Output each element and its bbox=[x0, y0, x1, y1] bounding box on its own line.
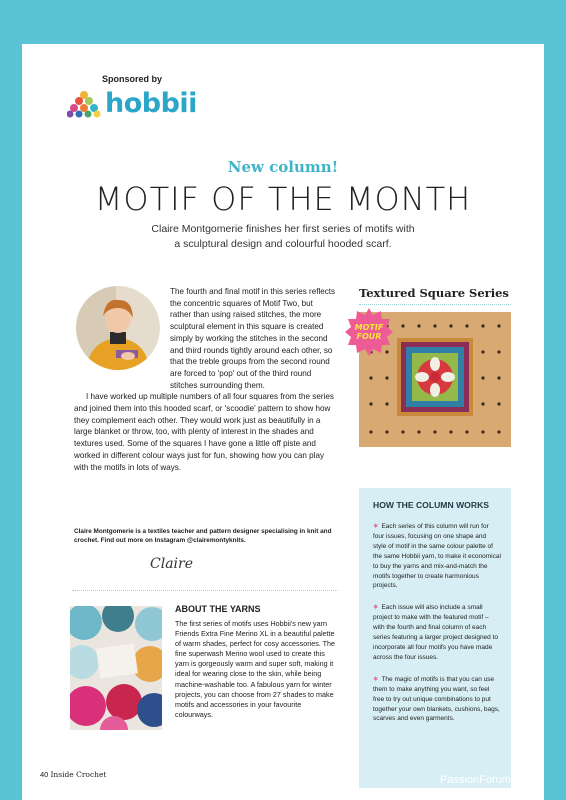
how-text bbox=[373, 522, 501, 736]
article-paragraph-2: I have worked up multiple numbers of all four squares from the series and joined them into this hooded scarf, or 'scoodie' pattern to show how they complement each other. They would work just as beautifully in a large blanket or throw, too, with plenty of interest in the shades and textures used. Some of the squares I have gone a little off piste and worked in different colour ways just for fun, showing how you can play with the motifs in lots of ways. bbox=[74, 392, 334, 472]
author-bio: Claire Montgomerie is a textiles teacher and pattern designer specialising in knit and crochet. Find out more on Instagram @clairemontyknits. bbox=[74, 528, 332, 544]
yarns-heading: ABOUT THE YARNS bbox=[175, 604, 261, 614]
page-title: MOTIF OF THE MONTH bbox=[94, 180, 472, 218]
yarns-text: The first series of motifs uses Hobbii's new yarn Friends Extra Fine Merino XL in a beautiful palette of warm shades, perfect for cosy accessories. The fine superwash Merino wool used to create this yarn is gorgeously warm and super soft, making it ideal for wearing close to the skin, while being machine-washable too. A fabulous yarn for winter projects, you can choose from 27 shades to make motifs and accessories in your favourite colourways. bbox=[175, 619, 336, 719]
magazine-name: Inside Crochet bbox=[50, 770, 107, 779]
page-folio bbox=[40, 770, 106, 779]
yarn-balls-icon bbox=[67, 90, 101, 118]
magazine-page bbox=[22, 44, 544, 800]
series-title: Textured Square Series bbox=[359, 286, 509, 300]
series-rule bbox=[359, 304, 511, 305]
article-body bbox=[74, 286, 336, 473]
watermark: PassionForum.ru bbox=[440, 774, 524, 786]
hobbii-logo bbox=[67, 88, 197, 119]
how-item-2: ✶ Each issue will also include a small project to make with the featured motif – with the fourth and final column of each series featuring a larger project designed to incorporate all four motifs you have made across the four issues. bbox=[373, 604, 499, 661]
motif-four-badge bbox=[344, 307, 394, 357]
how-title: HOW THE COLUMN WORKS bbox=[373, 500, 490, 510]
article-paragraph-1: The fourth and final motif in this series reflects the concentric squares of Motif Two, but rather than using raised stitches, the more sculptural element in this square is created simply by working the stitches in the second and third rounds tightly around each other, so that the treble groups from the second round are forced to 'pop' out of the third round stitches surrounding them. bbox=[170, 287, 336, 390]
star-icon: ✶ bbox=[373, 523, 379, 530]
standfirst-line-1: Claire Montgomerie finishes her first series of motifs with bbox=[151, 223, 415, 235]
page-number: 40 bbox=[40, 770, 49, 779]
how-item-1: ✶ Each series of this column will run for four issues, focusing on one shape and style of motif in the same colour palette of the same Hobbii yarn, to make it economical to buy the yarns and mix-and-match the motifs together to create harmonious projects. bbox=[373, 523, 501, 590]
standfirst-line-2: a sculptural design and colourful hooded scarf. bbox=[174, 238, 392, 250]
star-icon: ✶ bbox=[373, 604, 379, 612]
badge-line-1: MOTIF bbox=[354, 323, 384, 332]
section-divider bbox=[72, 590, 338, 591]
how-item-3: ✶ The magic of motifs is that you can use them to make anything you want, so feel free to try out unique combinations to put together your own blankets, cushions, bags, scarves and even garments. bbox=[373, 675, 500, 723]
how-column-works-box bbox=[359, 488, 511, 788]
logo-wordmark: hobbii bbox=[105, 88, 197, 119]
sponsor-label: Sponsored by bbox=[102, 74, 163, 84]
star-icon: ✶ bbox=[373, 675, 379, 683]
yarn-photo bbox=[70, 606, 162, 730]
kicker: New column! bbox=[227, 158, 339, 176]
badge-burst-icon bbox=[344, 307, 394, 357]
standfirst bbox=[82, 222, 484, 252]
badge-line-2: FOUR bbox=[356, 332, 382, 341]
author-signature: Claire bbox=[150, 556, 193, 572]
